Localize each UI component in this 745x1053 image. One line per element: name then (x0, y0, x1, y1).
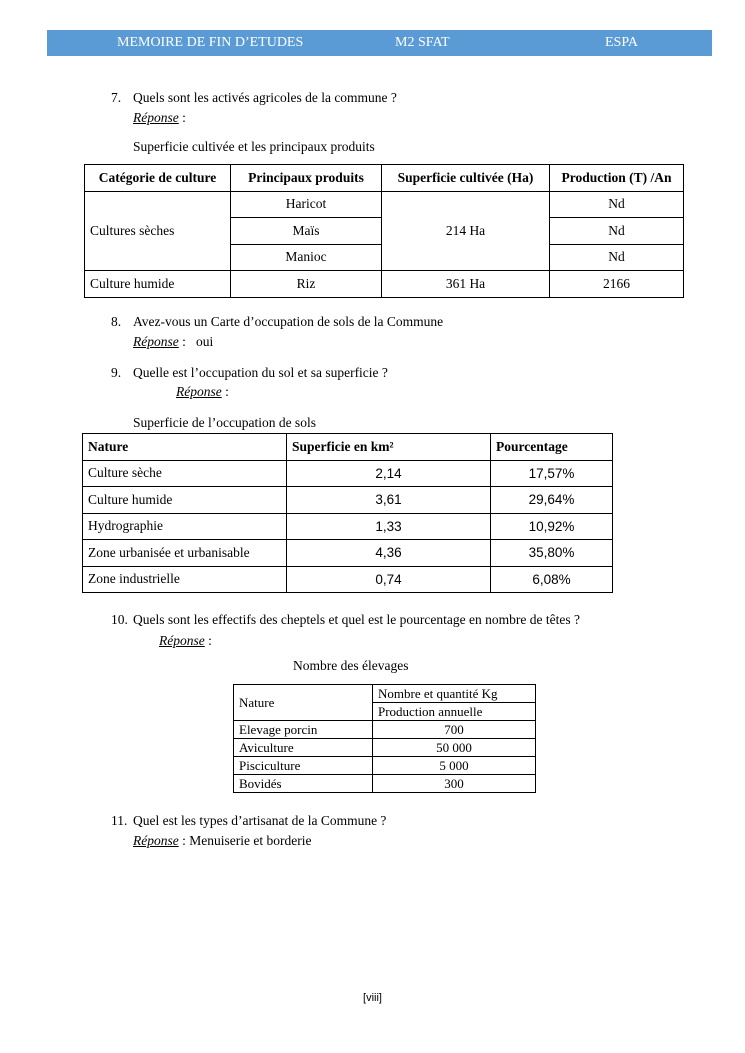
header-title: MEMOIRE DE FIN D’ETUDES (117, 35, 304, 50)
answer-8 (133, 334, 213, 350)
answer-9 (176, 384, 229, 400)
table-cell: Zone urbanisée et urbanisable (83, 540, 287, 567)
header-program: M2 SFAT (395, 35, 450, 50)
table-row (85, 191, 684, 218)
answer-text: : (221, 384, 229, 399)
table-cell: Haricot (231, 191, 382, 218)
answer-text: : oui (178, 334, 214, 349)
table-header-row (234, 685, 536, 703)
table-cell: 2,14 (287, 460, 491, 487)
column-subheader: Production annuelle (373, 703, 536, 721)
question-number: 11. (111, 813, 128, 828)
answer-label: Réponse (176, 384, 222, 399)
page-number: [viii] (363, 992, 382, 1004)
table-cell: 29,64% (491, 487, 613, 514)
table-row (83, 566, 613, 593)
table-cell: 10,92% (491, 513, 613, 540)
land-use-table (82, 433, 613, 593)
column-header: Catégorie de culture (85, 165, 231, 192)
table-cell: 0,74 (287, 566, 491, 593)
table-cell: Nd (550, 244, 684, 271)
question-text: Quel est les types d’artisanat de la Commune ? (133, 813, 387, 828)
table-row (83, 540, 613, 567)
table-caption: Nombre des élevages (293, 658, 409, 673)
question-7 (111, 90, 397, 106)
question-8 (111, 314, 443, 330)
table-cell: 361 Ha (382, 271, 550, 298)
answer-text: : (204, 633, 212, 648)
table-row (234, 739, 536, 757)
table-cell: Nd (550, 191, 684, 218)
column-header: Production (T) /An (550, 165, 684, 192)
question-text: Avez-vous un Carte d’occupation de sols de la Commune (133, 314, 444, 329)
table-cell: Hydrographie (83, 513, 287, 540)
answer-10 (159, 633, 212, 649)
answer-label: Réponse (133, 334, 179, 349)
column-header: Principaux produits (231, 165, 382, 192)
table-cell: 6,08% (491, 566, 613, 593)
table-cell: 700 (373, 721, 536, 739)
header-school: ESPA (605, 35, 638, 50)
table-row (83, 487, 613, 514)
table-cell: 4,36 (287, 540, 491, 567)
table-cell: 3,61 (287, 487, 491, 514)
table-cell: 2166 (550, 271, 684, 298)
livestock-table (233, 684, 536, 793)
table-caption: Superficie cultivée et les principaux produits (133, 139, 375, 154)
table-row (234, 757, 536, 775)
table-cell: 5 000 (373, 757, 536, 775)
question-number: 7. (111, 90, 122, 105)
table-row (83, 513, 613, 540)
table-cell: Culture humide (83, 487, 287, 514)
question-10 (111, 612, 580, 628)
column-header: Superficie en km² (287, 434, 491, 461)
table-cell: 1,33 (287, 513, 491, 540)
table-cell: Nd (550, 218, 684, 245)
page-header (47, 30, 712, 56)
question-text: Quelle est l’occupation du sol et sa superficie ? (133, 365, 388, 380)
table-cell: Bovidés (234, 775, 373, 793)
table-cell: Elevage porcin (234, 721, 373, 739)
table-caption: Superficie de l’occupation de sols (133, 415, 316, 430)
table-cell: Riz (231, 271, 382, 298)
column-header: Nature (234, 685, 373, 721)
table-cell: Pisciculture (234, 757, 373, 775)
table-cell: Culture humide (85, 271, 231, 298)
table-row (83, 460, 613, 487)
table-header-row (83, 434, 613, 461)
answer-label: Réponse (133, 833, 179, 848)
question-number: 9. (111, 365, 122, 380)
table-cell: Aviculture (234, 739, 373, 757)
table-cell: 300 (373, 775, 536, 793)
table-cell: 35,80% (491, 540, 613, 567)
answer-text: : Menuiserie et borderie (178, 833, 312, 848)
question-number: 10. (111, 612, 128, 627)
column-header: Superficie cultivée (Ha) (382, 165, 550, 192)
table-header-row (85, 165, 684, 192)
table-row (234, 721, 536, 739)
table-cell: Manioc (231, 244, 382, 271)
answer-text: : (178, 110, 186, 125)
table-cell: 50 000 (373, 739, 536, 757)
column-header: Nature (83, 434, 287, 461)
table-cell: Maïs (231, 218, 382, 245)
cultivated-area-table (84, 164, 684, 298)
table-row (234, 775, 536, 793)
table-cell: 214 Ha (382, 191, 550, 271)
question-9 (111, 365, 388, 381)
question-11 (111, 813, 386, 829)
table-cell: Cultures sèches (85, 191, 231, 271)
table-cell: Culture sèche (83, 460, 287, 487)
answer-label: Réponse (133, 110, 179, 125)
answer-7 (133, 110, 186, 126)
column-header: Nombre et quantité Kg (373, 685, 536, 703)
table-row (85, 271, 684, 298)
question-text: Quels sont les activés agricoles de la commune ? (133, 90, 397, 105)
answer-11 (133, 833, 311, 849)
question-number: 8. (111, 314, 122, 329)
question-text: Quels sont les effectifs des cheptels et quel est le pourcentage en nombre de têtes ? (133, 612, 580, 627)
answer-label: Réponse (159, 633, 205, 648)
column-header: Pourcentage (491, 434, 613, 461)
table-cell: 17,57% (491, 460, 613, 487)
table-cell: Zone industrielle (83, 566, 287, 593)
